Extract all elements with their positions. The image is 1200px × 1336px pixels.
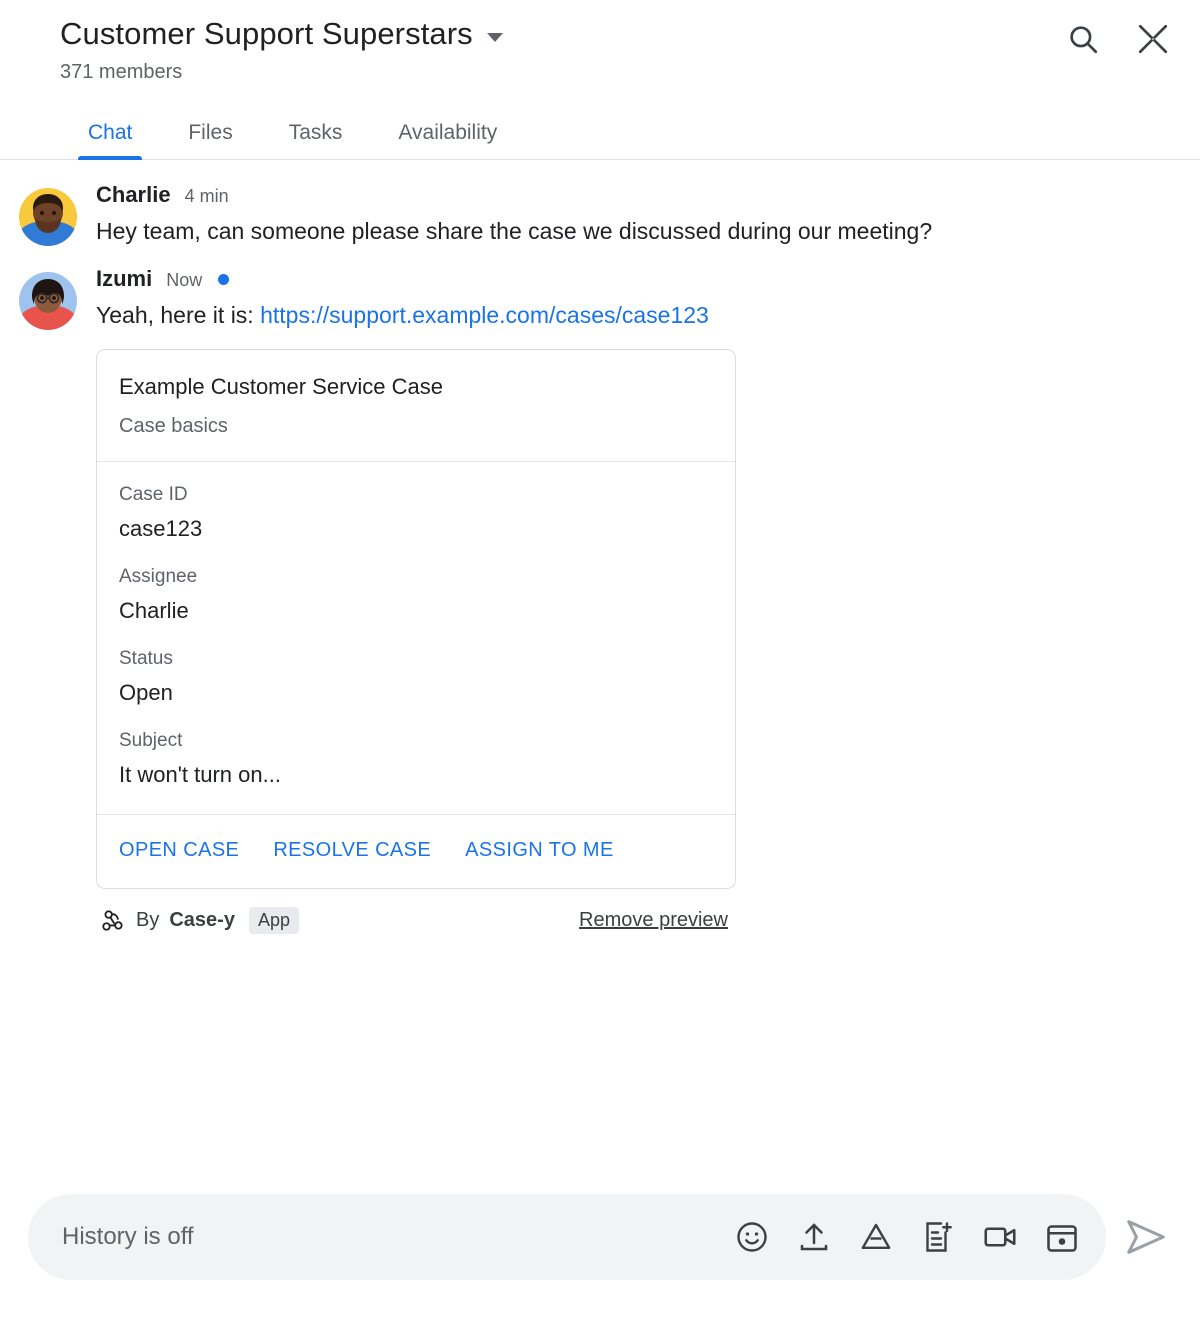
emoji-icon[interactable] <box>734 1219 770 1255</box>
video-icon[interactable] <box>982 1219 1018 1255</box>
message-header <box>96 266 1142 292</box>
room-title-row[interactable] <box>60 14 1172 54</box>
calendar-icon[interactable] <box>1044 1219 1080 1255</box>
message-text: Hey team, can someone please share the case we discussed during our meeting? <box>96 218 933 244</box>
message-item <box>0 182 1172 252</box>
remove-preview-link[interactable]: Remove preview <box>579 908 728 931</box>
field-value: case123 <box>119 515 203 541</box>
composer-icons <box>734 1219 1080 1255</box>
message-body <box>96 266 1172 933</box>
send-button[interactable] <box>1120 1211 1172 1263</box>
tab-chat[interactable]: Chat <box>60 121 160 159</box>
tab-tasks[interactable]: Tasks <box>288 121 343 144</box>
field-value: Open <box>119 679 173 705</box>
collapse-icon[interactable] <box>1136 22 1170 56</box>
member-count: 371 members <box>60 61 183 83</box>
case-link[interactable]: https://support.example.com/cases/case123 <box>260 302 709 329</box>
avatar[interactable] <box>19 272 77 330</box>
card-actions <box>97 815 735 888</box>
attribution-by-label: By <box>136 908 160 931</box>
case-preview-card <box>96 349 736 889</box>
field-label: Assignee <box>119 565 198 587</box>
search-icon[interactable] <box>1066 22 1100 56</box>
card-subtitle: Case basics <box>119 414 228 437</box>
header-actions <box>1066 22 1170 56</box>
webhook-icon <box>100 907 126 933</box>
avatar-container <box>0 266 96 933</box>
field-case-id <box>119 482 713 544</box>
tab-bar <box>0 104 1200 160</box>
composer[interactable] <box>28 1194 1106 1280</box>
avatar[interactable] <box>19 188 77 246</box>
assign-to-me-button[interactable]: ASSIGN TO ME <box>465 838 614 861</box>
card-header <box>97 350 735 462</box>
tab-files[interactable]: Files <box>188 121 233 144</box>
page-title: Customer Support Superstars <box>60 16 473 51</box>
drive-icon[interactable] <box>858 1219 894 1255</box>
field-assignee <box>119 564 713 626</box>
message-text <box>96 299 1016 332</box>
app-badge: App <box>249 907 299 934</box>
avatar-container <box>0 182 96 248</box>
message-input[interactable] <box>60 1222 734 1252</box>
message-item <box>0 266 1172 937</box>
unread-dot <box>218 274 229 285</box>
upload-icon[interactable] <box>796 1219 832 1255</box>
tab-availability[interactable]: Availability <box>398 121 498 144</box>
card-title: Example Customer Service Case <box>119 373 444 399</box>
message-timestamp: 4 min <box>184 186 229 206</box>
message-text-prefix: Yeah, here it is: <box>96 302 261 329</box>
message-body <box>96 182 1172 248</box>
message-timestamp: Now <box>166 270 203 291</box>
field-label: Case ID <box>119 483 188 505</box>
message-sender: Charlie <box>96 182 171 207</box>
chevron-down-icon[interactable] <box>487 33 503 42</box>
message-header <box>96 182 1142 208</box>
card-fields <box>97 462 735 815</box>
attribution-app-name: Case-y <box>169 908 235 931</box>
open-case-button[interactable]: OPEN CASE <box>119 838 240 861</box>
field-value: Charlie <box>119 597 189 623</box>
chat-header <box>0 0 1200 86</box>
message-sender: Izumi <box>96 266 153 292</box>
resolve-case-button[interactable]: RESOLVE CASE <box>273 838 432 861</box>
field-subject <box>119 728 713 790</box>
message-list <box>0 160 1200 938</box>
composer-bar <box>0 1194 1200 1280</box>
card-attribution <box>96 907 736 934</box>
field-status <box>119 646 713 708</box>
field-label: Subject <box>119 729 183 751</box>
field-label: Status <box>119 647 173 669</box>
docs-icon[interactable] <box>920 1219 956 1255</box>
attribution-left <box>100 907 299 934</box>
field-value: It won't turn on... <box>119 761 281 787</box>
